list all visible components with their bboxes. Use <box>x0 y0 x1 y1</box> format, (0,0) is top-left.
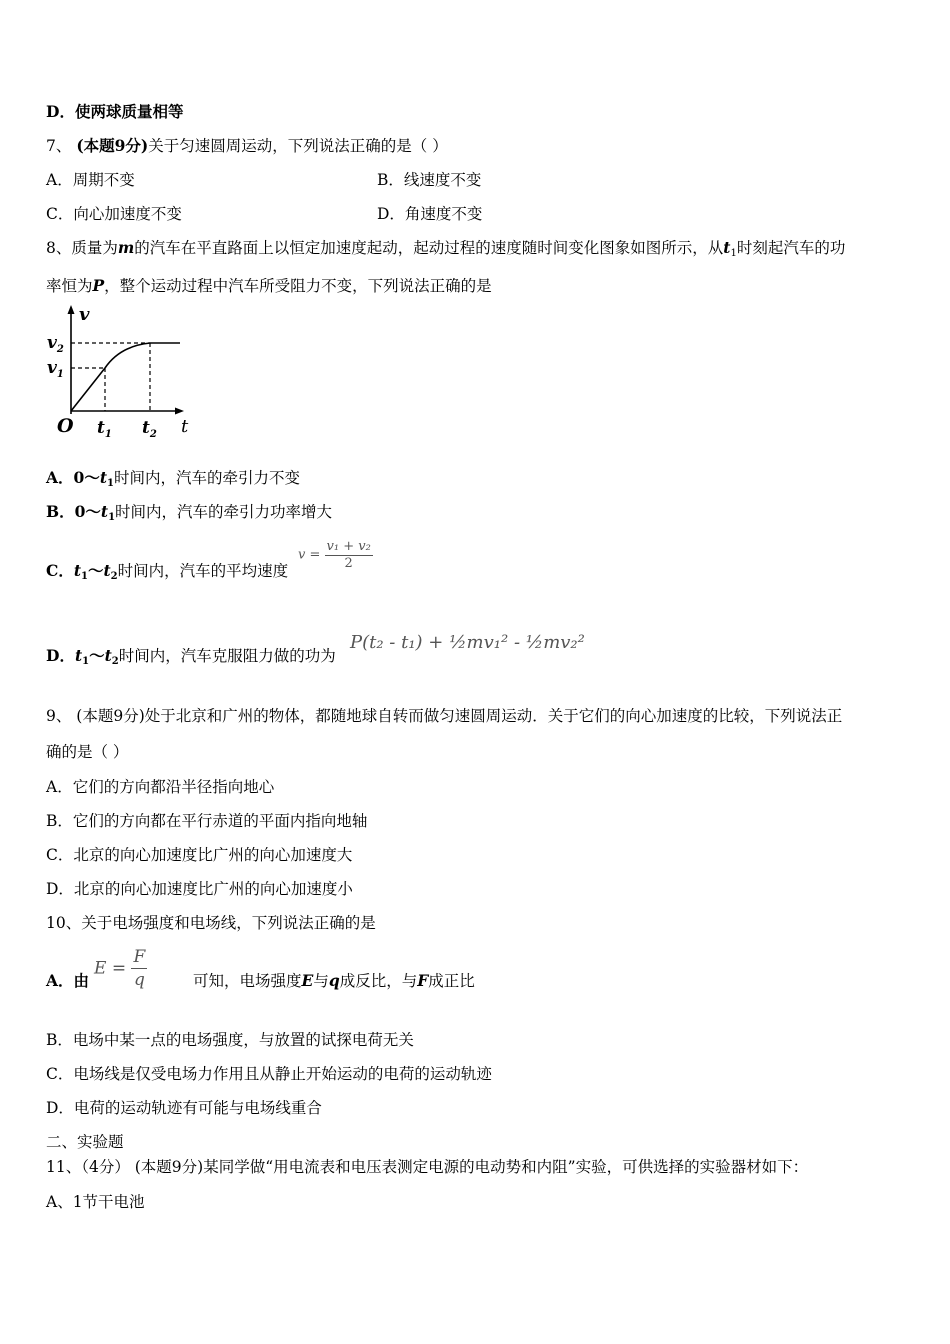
q7-number: 7、 <box>46 137 72 155</box>
t2-subscript: 2 <box>149 429 157 440</box>
t2-label <box>142 418 157 440</box>
fraction-numerator: v₁ + v₂ <box>326 539 371 554</box>
q10-option-c: C．电场线是仅受电场力作用且从静止开始运动的电荷的运动轨迹 <box>46 1065 492 1083</box>
q9-option-b: B．它们的方向都在平行赤道的平面内指向地轴 <box>46 812 368 830</box>
option-prefix: A．由 <box>46 971 90 990</box>
q8-mass-symbol: m <box>117 238 135 257</box>
t1-label <box>97 418 112 440</box>
q8-power-symbol: P <box>92 276 105 295</box>
q8-t-subscript: 1 <box>730 248 737 259</box>
t1-subscript: 1 <box>104 429 112 440</box>
q8-t-symbol: t <box>723 238 731 257</box>
v1-symbol: v <box>47 358 57 378</box>
t1-symbol: t <box>74 646 83 665</box>
t1-subscript: 1 <box>82 656 90 667</box>
t2-symbol: t <box>104 646 112 665</box>
e-symbol: E <box>301 971 314 990</box>
q8-option-b <box>46 502 332 528</box>
equals-sign: = <box>111 958 127 979</box>
q10-formula <box>94 946 147 991</box>
q9-stem-line2: 确的是（ ） <box>46 743 129 761</box>
range-start: 0～ <box>74 502 101 521</box>
q9-option-d: D．北京的向心加速度比广州的向心加速度小 <box>46 880 353 898</box>
f-symbol: F <box>417 971 429 990</box>
t1-symbol: t <box>97 418 105 438</box>
q8-formula-work: P(t₂ - t₁) + ½mv₁² - ½mv₂² <box>350 632 585 653</box>
q7-option-c: C．向心加速度不变 <box>46 205 182 223</box>
range-start: 0～ <box>73 468 100 487</box>
option-text: 时间内，汽车的牵引力功率增大 <box>115 503 333 521</box>
t-symbol: t <box>100 502 109 521</box>
q8-formula-avg-velocity <box>298 539 373 572</box>
q9-stem-line1: 9、 (本题9分)处于北京和广州的物体，都随地球自转而做匀速圆周运动．关于它们的向心加速度的比较，下列说法正 <box>46 707 843 725</box>
t1-symbol: t <box>73 561 82 580</box>
fraction-numerator: F <box>133 947 146 967</box>
option-text: 成正比 <box>428 972 475 990</box>
fraction-denominator: q <box>133 970 145 990</box>
option-text: 时间内，汽车克服阻力做的功为 <box>118 647 336 665</box>
q11-stem: 11、（4分） (本题9分)某同学做“用电流表和电压表测定电源的电动势和内阻”实验，可供选择的实验器材如下： <box>46 1158 809 1176</box>
option-text: 成反比，与 <box>339 972 418 990</box>
fraction-denominator: 2 <box>344 556 353 571</box>
q10-stem: 10、关于电场强度和电场线，下列说法正确的是 <box>46 914 376 932</box>
q-symbol: q <box>328 971 340 990</box>
q8-option-a <box>46 468 300 494</box>
q7-option-d: D．角速度不变 <box>377 205 483 223</box>
origin-label: O <box>57 415 74 437</box>
t2-symbol: t <box>103 561 111 580</box>
v2-label <box>47 333 64 355</box>
q6-option-d: D．使两球质量相等 <box>46 102 184 121</box>
q7-text: 关于匀速圆周运动，下列说法正确的是（ ） <box>148 137 448 155</box>
option-text: 可知，电场强度 <box>193 972 302 990</box>
range-tilde: ～ <box>87 561 104 580</box>
option-letter: D． <box>46 646 75 665</box>
t1-subscript: 1 <box>81 571 88 582</box>
section-title: 二、实验题 <box>46 1133 124 1151</box>
v1-label <box>47 358 64 380</box>
q7-stem <box>46 136 448 156</box>
q7-tag: (本题9分) <box>76 136 149 155</box>
q8-stem-line2 <box>46 276 492 296</box>
power-curve <box>105 343 150 368</box>
q8-stem-part: 的汽车在平直路面上以恒定加速度起动，起动过程的速度随时间变化图象如图所示，从 <box>134 239 724 257</box>
option-text: 与 <box>313 972 329 990</box>
q7-option-b: B．线速度不变 <box>377 171 482 189</box>
q9-option-c: C．北京的向心加速度比广州的向心加速度大 <box>46 846 353 864</box>
t2-subscript: 2 <box>111 656 119 667</box>
t-symbol: t <box>99 468 107 487</box>
q8-option-c <box>46 561 288 587</box>
q8-stem-part: ，整个运动过程中汽车所受阻力不变，下列说法正确的是 <box>104 277 492 295</box>
v2-symbol: v <box>47 333 57 353</box>
q8-stem-part: 时刻起汽车的功 <box>736 239 846 257</box>
option-text: 时间内，汽车的平均速度 <box>117 562 289 580</box>
equals-sign: = <box>309 547 321 563</box>
t2-subscript: 2 <box>110 571 118 582</box>
t2-symbol: t <box>142 418 150 438</box>
q8-vt-graph <box>40 304 200 444</box>
option-text: 时间内，汽车的牵引力不变 <box>113 469 300 487</box>
option-letter: A． <box>46 468 74 487</box>
q8-stem-part: 率恒为 <box>46 277 93 295</box>
q8-option-d <box>46 646 336 672</box>
e-symbol: E <box>94 958 107 979</box>
option-letter: B． <box>46 502 75 521</box>
q8-stem-part: 8、质量为 <box>46 239 118 257</box>
t-axis-arrow <box>175 408 184 415</box>
v2-subscript: 2 <box>56 344 64 355</box>
option-letter: C． <box>46 561 74 580</box>
q10-option-b: B．电场中某一点的电场强度，与放置的试探电荷无关 <box>46 1031 414 1049</box>
q10-option-d: D．电荷的运动轨迹有可能与电场线重合 <box>46 1099 322 1117</box>
q8-stem-line1 <box>46 238 845 264</box>
range-tilde: ～ <box>89 646 105 665</box>
avg-v-symbol: v <box>298 547 306 563</box>
q11-option-a: A、1节干电池 <box>46 1193 145 1211</box>
t-subscript: 1 <box>107 478 114 489</box>
axis-t-label: t <box>181 416 189 437</box>
axis-v-label: v <box>79 304 90 325</box>
accel-segment <box>71 368 105 411</box>
t-subscript: 1 <box>108 512 116 523</box>
v1-subscript: 1 <box>56 369 64 380</box>
q7-option-a: A．周期不变 <box>46 171 135 189</box>
v-axis-arrow <box>68 305 75 314</box>
q9-option-a: A．它们的方向都沿半径指向地心 <box>46 778 275 796</box>
